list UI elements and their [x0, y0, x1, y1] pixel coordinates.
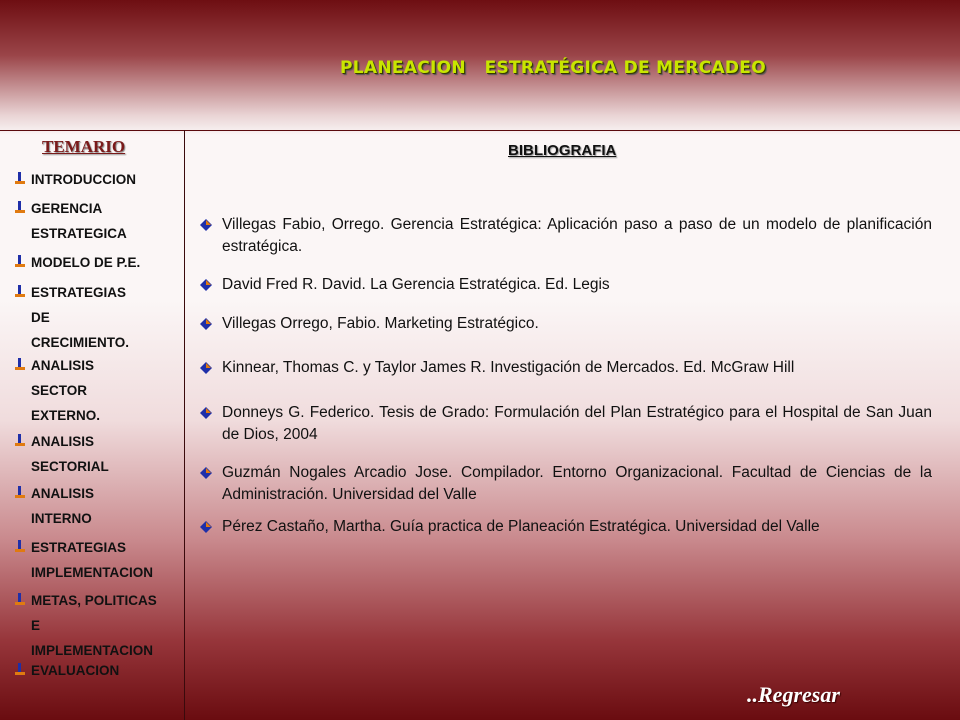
diamond-bullet-icon [200, 407, 212, 419]
sidebar-item-label: MODELO DE P.E. [31, 255, 141, 270]
diamond-bullet-icon [200, 467, 212, 479]
sidebar-item-label: ESTRATEGIAS [31, 285, 127, 300]
sidebar-item-analisis-sectorial[interactable] [14, 429, 182, 479]
reference-item [200, 402, 932, 446]
reference-text: David Fred R. David. La Gerencia Estratégica. Ed. Legis [222, 276, 610, 293]
sidebar-item-estrategias-crecimiento[interactable] [14, 280, 182, 355]
header-banner [0, 0, 960, 131]
diamond-bullet-icon [200, 219, 212, 231]
sidebar-item-label: INTERNO [31, 511, 92, 526]
sidebar-item-label: ANALISIS [31, 434, 95, 449]
diamond-bullet-icon [200, 318, 212, 330]
sidebar-item-label: INTRODUCCION [31, 172, 136, 187]
bullet-icon [14, 201, 26, 215]
sidebar-item-label: IMPLEMENTACION [31, 565, 153, 580]
sidebar-item-label: ESTRATEGIAS [31, 540, 127, 555]
sidebar-heading: TEMARIO [42, 137, 126, 156]
diamond-bullet-icon [200, 521, 212, 533]
sidebar-item-label: EVALUACION [31, 663, 120, 678]
reference-text: Guzmán Nogales Arcadio Jose. Compilador. Entorno Organizacional. Facultad de Ciencias de la Administración. Universidad del Valle [222, 464, 932, 503]
sidebar-item-analisis-sector-externo[interactable] [14, 353, 182, 428]
bullet-icon [14, 486, 26, 500]
reference-text: Kinnear, Thomas C. y Taylor James R. Investigación de Mercados. Ed. McGraw Hill [222, 359, 795, 376]
sidebar-item-label: SECTOR [31, 383, 88, 398]
back-link[interactable]: ..Regresar [747, 682, 840, 707]
sidebar-item-label: ANALISIS [31, 358, 95, 373]
sidebar-item-label: EXTERNO. [31, 408, 101, 423]
bullet-icon [14, 593, 26, 607]
sidebar-item-estrategias-implementacion[interactable] [14, 535, 182, 585]
reference-item [200, 274, 932, 296]
sidebar-item-gerencia-estrategica[interactable] [14, 196, 182, 246]
section-title: BIBLIOGRAFIA [508, 142, 617, 159]
diamond-bullet-icon [200, 362, 212, 374]
sidebar-item-introduccion[interactable] [14, 167, 182, 192]
sidebar-item-label: DE [31, 310, 50, 325]
sidebar-item-label: IMPLEMENTACION [31, 643, 153, 658]
reference-text: Villegas Fabio, Orrego. Gerencia Estratégica: Aplicación paso a paso de un modelo de planificación estratégica. [222, 216, 932, 255]
reference-text: Donneys G. Federico. Tesis de Grado: Formulación del Plan Estratégico para el Hospital de San Juan de Dios, 2004 [222, 404, 932, 443]
reference-item [200, 214, 932, 258]
reference-item [200, 357, 932, 379]
sidebar-item-label: E [31, 618, 41, 633]
sidebar-item-label: SECTORIAL [31, 459, 109, 474]
bullet-icon [14, 255, 26, 269]
reference-text: Pérez Castaño, Martha. Guía practica de Planeación Estratégica. Universidad del Valle [222, 518, 820, 535]
sidebar-item-modelo-pe[interactable] [14, 250, 182, 275]
sidebar-item-label: METAS, POLITICAS [31, 593, 157, 608]
reference-text: Villegas Orrego, Fabio. Marketing Estratégico. [222, 315, 539, 332]
sidebar-item-analisis-interno[interactable] [14, 481, 182, 531]
reference-item [200, 516, 932, 538]
reference-item [200, 313, 932, 335]
sidebar-item-metas-politicas[interactable] [14, 588, 182, 663]
sidebar-item-label: ANALISIS [31, 486, 95, 501]
reference-item [200, 462, 932, 506]
bullet-icon [14, 540, 26, 554]
bullet-icon [14, 285, 26, 299]
bullet-icon [14, 663, 26, 677]
bullet-icon [14, 172, 26, 186]
sidebar-item-evaluacion[interactable] [14, 658, 182, 683]
page-title: PLANEACION ESTRATÉGICA DE MERCADEO [340, 58, 766, 78]
sidebar-item-label: ESTRATEGICA [31, 226, 127, 241]
bullet-icon [14, 434, 26, 448]
diamond-bullet-icon [200, 279, 212, 291]
sidebar-item-label: CRECIMIENTO. [31, 335, 130, 350]
sidebar-item-label: GERENCIA [31, 201, 103, 216]
bullet-icon [14, 358, 26, 372]
